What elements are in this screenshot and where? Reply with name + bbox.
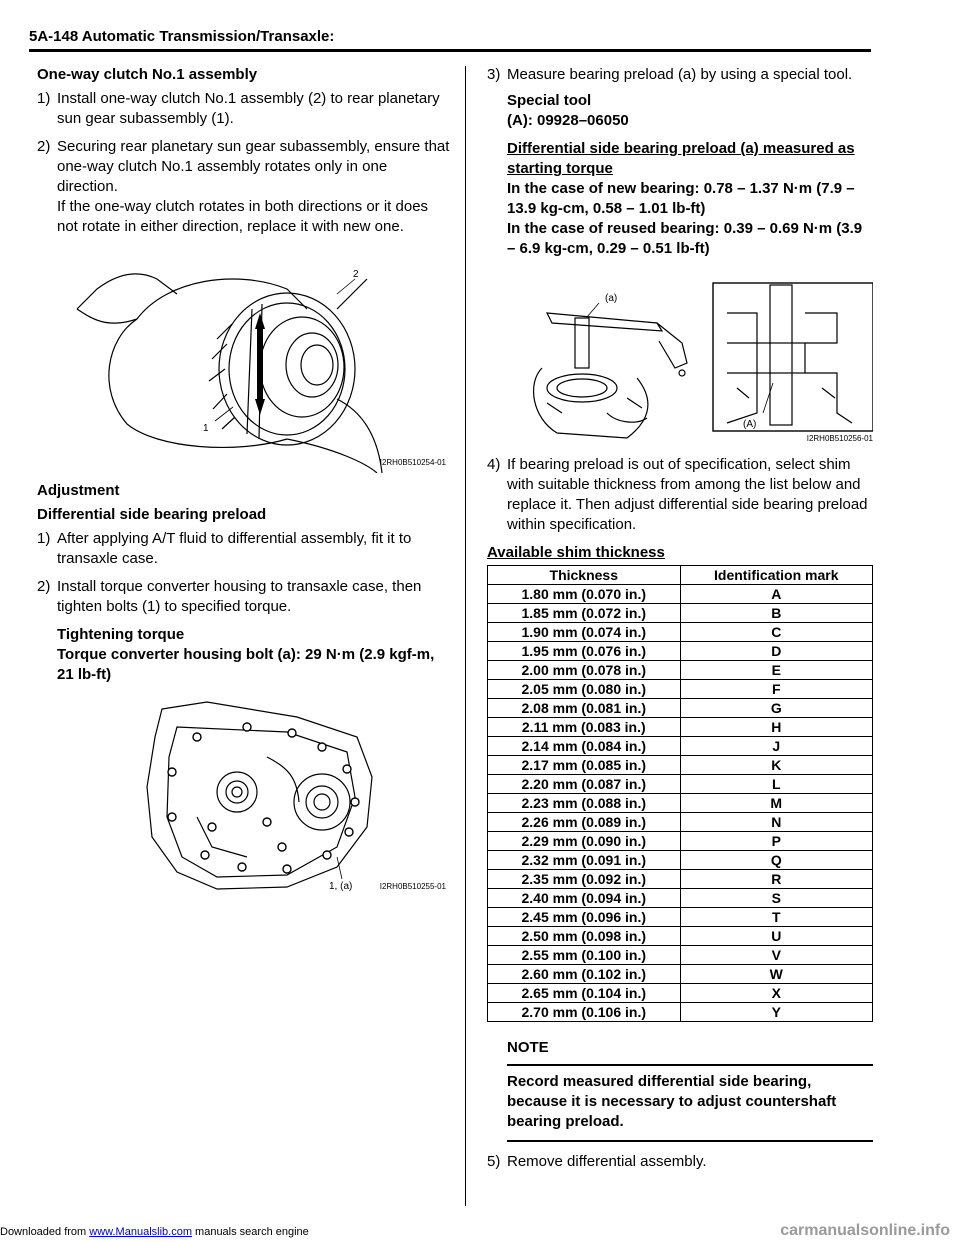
cell-identification-mark: E bbox=[680, 661, 872, 680]
table-row bbox=[488, 661, 873, 680]
diff-step-2 bbox=[37, 577, 450, 617]
cell-thickness: 2.60 mm (0.102 in.) bbox=[488, 965, 681, 984]
diff-preload-heading: Differential side bearing preload bbox=[37, 506, 267, 523]
step-number: 2) bbox=[37, 138, 51, 155]
cell-thickness: 2.55 mm (0.100 in.) bbox=[488, 946, 681, 965]
right-column bbox=[487, 65, 873, 1180]
cell-identification-mark: A bbox=[680, 585, 872, 604]
footer-suffix: manuals search engine bbox=[191, 1226, 309, 1238]
table-row bbox=[488, 946, 873, 965]
cell-thickness: 2.65 mm (0.104 in.) bbox=[488, 984, 681, 1003]
cell-identification-mark: B bbox=[680, 604, 872, 623]
table-row bbox=[488, 851, 873, 870]
figure-preload-measurement bbox=[487, 273, 873, 443]
cell-thickness: 2.26 mm (0.089 in.) bbox=[488, 813, 681, 832]
cell-thickness: 1.90 mm (0.074 in.) bbox=[488, 623, 681, 642]
table-row bbox=[488, 699, 873, 718]
step-5 bbox=[487, 1152, 873, 1172]
manualslib-link[interactable]: www.Manualslib.com bbox=[89, 1226, 192, 1238]
figure-caption: I2RH0B510254-01 bbox=[379, 458, 446, 467]
oneway-clutch-illustration bbox=[37, 249, 450, 473]
callout-2: 2 bbox=[353, 269, 359, 280]
table-row bbox=[488, 775, 873, 794]
table-row bbox=[488, 604, 873, 623]
cell-thickness: 2.05 mm (0.080 in.) bbox=[488, 680, 681, 699]
cell-thickness: 2.45 mm (0.096 in.) bbox=[488, 908, 681, 927]
cell-identification-mark: X bbox=[680, 984, 872, 1003]
table-row bbox=[488, 984, 873, 1003]
figure-torque-converter-housing bbox=[37, 697, 450, 897]
shim-heading: Available shim thickness bbox=[487, 544, 665, 561]
table-row bbox=[488, 680, 873, 699]
table-row bbox=[488, 794, 873, 813]
preload-spec-heading: Differential side bearing preload (a) measured as starting torque bbox=[507, 140, 855, 177]
cell-thickness: 2.70 mm (0.106 in.) bbox=[488, 1003, 681, 1022]
table-row bbox=[488, 813, 873, 832]
housing-illustration bbox=[37, 697, 450, 897]
cell-thickness: 2.23 mm (0.088 in.) bbox=[488, 794, 681, 813]
cell-thickness: 2.32 mm (0.091 in.) bbox=[488, 851, 681, 870]
cell-identification-mark: D bbox=[680, 642, 872, 661]
figure-oneway-clutch bbox=[37, 249, 450, 473]
watermark: carmanualsonline.info bbox=[780, 1222, 950, 1239]
cell-identification-mark: S bbox=[680, 889, 872, 908]
table-row bbox=[488, 718, 873, 737]
table-row bbox=[488, 889, 873, 908]
callout-A-upper: (A) bbox=[743, 419, 757, 430]
cell-identification-mark: W bbox=[680, 965, 872, 984]
shim-table-body bbox=[488, 585, 873, 1022]
cell-identification-mark: R bbox=[680, 870, 872, 889]
step-text: Install one-way clutch No.1 assembly (2) to rear planetary sun gear subassembly (1). bbox=[57, 90, 440, 127]
column-header-mark: Identification mark bbox=[680, 566, 872, 585]
cell-identification-mark: V bbox=[680, 946, 872, 965]
diff-step-1 bbox=[37, 529, 450, 569]
oneway-clutch-heading: One-way clutch No.1 assembly bbox=[37, 66, 258, 83]
table-row bbox=[488, 927, 873, 946]
footer-prefix: Downloaded from bbox=[0, 1226, 90, 1238]
header-rule bbox=[29, 49, 871, 52]
table-row bbox=[488, 623, 873, 642]
step-text: Remove differential assembly. bbox=[507, 1153, 707, 1170]
shim-thickness-table bbox=[487, 565, 873, 1022]
preload-new-bearing: In the case of new bearing: 0.78 – 1.37 N·m (7.9 – 13.9 kg-cm, 0.58 – 1.01 lb-ft) bbox=[507, 180, 855, 217]
note-block bbox=[507, 1038, 873, 1142]
cell-thickness: 2.29 mm (0.090 in.) bbox=[488, 832, 681, 851]
callout-1: 1 bbox=[203, 423, 209, 434]
figure-caption: I2RH0B510256-01 bbox=[806, 434, 873, 443]
cell-thickness: 2.11 mm (0.083 in.) bbox=[488, 718, 681, 737]
cell-identification-mark: T bbox=[680, 908, 872, 927]
cell-thickness: 2.40 mm (0.094 in.) bbox=[488, 889, 681, 908]
step-number: 4) bbox=[487, 456, 501, 473]
cell-identification-mark: K bbox=[680, 756, 872, 775]
step-number: 2) bbox=[37, 578, 51, 595]
page-footer bbox=[0, 1226, 309, 1238]
special-tool-label: Special tool bbox=[507, 92, 592, 109]
adjustment-heading: Adjustment bbox=[37, 482, 120, 499]
cell-thickness: 2.14 mm (0.084 in.) bbox=[488, 737, 681, 756]
cell-thickness: 2.08 mm (0.081 in.) bbox=[488, 699, 681, 718]
cell-thickness: 2.17 mm (0.085 in.) bbox=[488, 756, 681, 775]
cell-identification-mark: G bbox=[680, 699, 872, 718]
table-row bbox=[488, 585, 873, 604]
cell-identification-mark: L bbox=[680, 775, 872, 794]
step-number: 3) bbox=[487, 66, 501, 83]
callout-a-lower: (a) bbox=[605, 293, 618, 304]
step-number: 1) bbox=[37, 90, 51, 107]
step-3 bbox=[487, 65, 873, 85]
step-text: After applying A/T fluid to differential assembly, fit it to transaxle case. bbox=[57, 530, 412, 567]
page-title: 5A-148 Automatic Transmission/Transaxle: bbox=[29, 28, 335, 45]
cell-identification-mark: C bbox=[680, 623, 872, 642]
preload-spec-block bbox=[507, 139, 873, 259]
cell-thickness: 2.00 mm (0.078 in.) bbox=[488, 661, 681, 680]
cell-thickness: 2.20 mm (0.087 in.) bbox=[488, 775, 681, 794]
tightening-torque-value: Torque converter housing bolt (a): 29 N·m (2.9 kgf-m, 21 lb-ft) bbox=[57, 646, 435, 683]
cell-identification-mark: P bbox=[680, 832, 872, 851]
column-header-thickness: Thickness bbox=[488, 566, 681, 585]
table-row bbox=[488, 832, 873, 851]
table-row bbox=[488, 642, 873, 661]
cell-thickness: 1.85 mm (0.072 in.) bbox=[488, 604, 681, 623]
cell-identification-mark: J bbox=[680, 737, 872, 756]
table-row bbox=[488, 737, 873, 756]
column-divider bbox=[465, 66, 466, 1206]
preload-illustration bbox=[487, 273, 873, 443]
table-row bbox=[488, 908, 873, 927]
note-title: NOTE bbox=[507, 1038, 873, 1066]
step-text: Securing rear planetary sun gear subassembly, ensure that one-way clutch No.1 assembly rotates only in one direction. bbox=[57, 138, 450, 195]
cell-thickness: 1.95 mm (0.076 in.) bbox=[488, 642, 681, 661]
preload-reused-bearing: In the case of reused bearing: 0.39 – 0.69 N·m (3.9 – 6.9 kg-cm, 0.29 – 0.51 lb-ft) bbox=[507, 220, 863, 257]
oneway-step-2 bbox=[37, 137, 450, 237]
cell-identification-mark: F bbox=[680, 680, 872, 699]
table-row bbox=[488, 965, 873, 984]
step-text: If bearing preload is out of specification, select shim with suitable thickness from among the list below and replace it. Then adjust differential side bearing preload within specification. bbox=[507, 456, 868, 533]
table-row bbox=[488, 756, 873, 775]
note-text: Record measured differential side bearing, because it is necessary to adjust countershaft bearing preload. bbox=[507, 1072, 873, 1142]
left-column bbox=[37, 65, 450, 897]
step-number: 5) bbox=[487, 1153, 501, 1170]
cell-thickness: 2.50 mm (0.098 in.) bbox=[488, 927, 681, 946]
cell-identification-mark: Q bbox=[680, 851, 872, 870]
cell-identification-mark: M bbox=[680, 794, 872, 813]
cell-thickness: 1.80 mm (0.070 in.) bbox=[488, 585, 681, 604]
cell-thickness: 2.35 mm (0.092 in.) bbox=[488, 870, 681, 889]
step-text-extra: If the one-way clutch rotates in both directions or it does not rotate in either direction, replace it with new one. bbox=[57, 198, 429, 235]
table-row bbox=[488, 1003, 873, 1022]
special-tool-value: (A): 09928–06050 bbox=[507, 112, 629, 129]
step-number: 1) bbox=[37, 530, 51, 547]
step-text: Install torque converter housing to transaxle case, then tighten bolts (1) to specified torque. bbox=[57, 578, 422, 615]
cell-identification-mark: N bbox=[680, 813, 872, 832]
step-4 bbox=[487, 455, 873, 535]
callout-bolt: 1, (a) bbox=[329, 881, 353, 892]
page-header bbox=[29, 22, 871, 52]
tightening-torque-block bbox=[57, 625, 450, 685]
special-tool-block bbox=[507, 91, 873, 131]
table-header-row bbox=[488, 566, 873, 585]
tightening-torque-label: Tightening torque bbox=[57, 626, 185, 643]
figure-caption: I2RH0B510255-01 bbox=[379, 882, 446, 891]
cell-identification-mark: Y bbox=[680, 1003, 872, 1022]
table-row bbox=[488, 870, 873, 889]
oneway-step-1 bbox=[37, 89, 450, 129]
step-text: Measure bearing preload (a) by using a special tool. bbox=[507, 66, 853, 83]
cell-identification-mark: H bbox=[680, 718, 872, 737]
cell-identification-mark: U bbox=[680, 927, 872, 946]
